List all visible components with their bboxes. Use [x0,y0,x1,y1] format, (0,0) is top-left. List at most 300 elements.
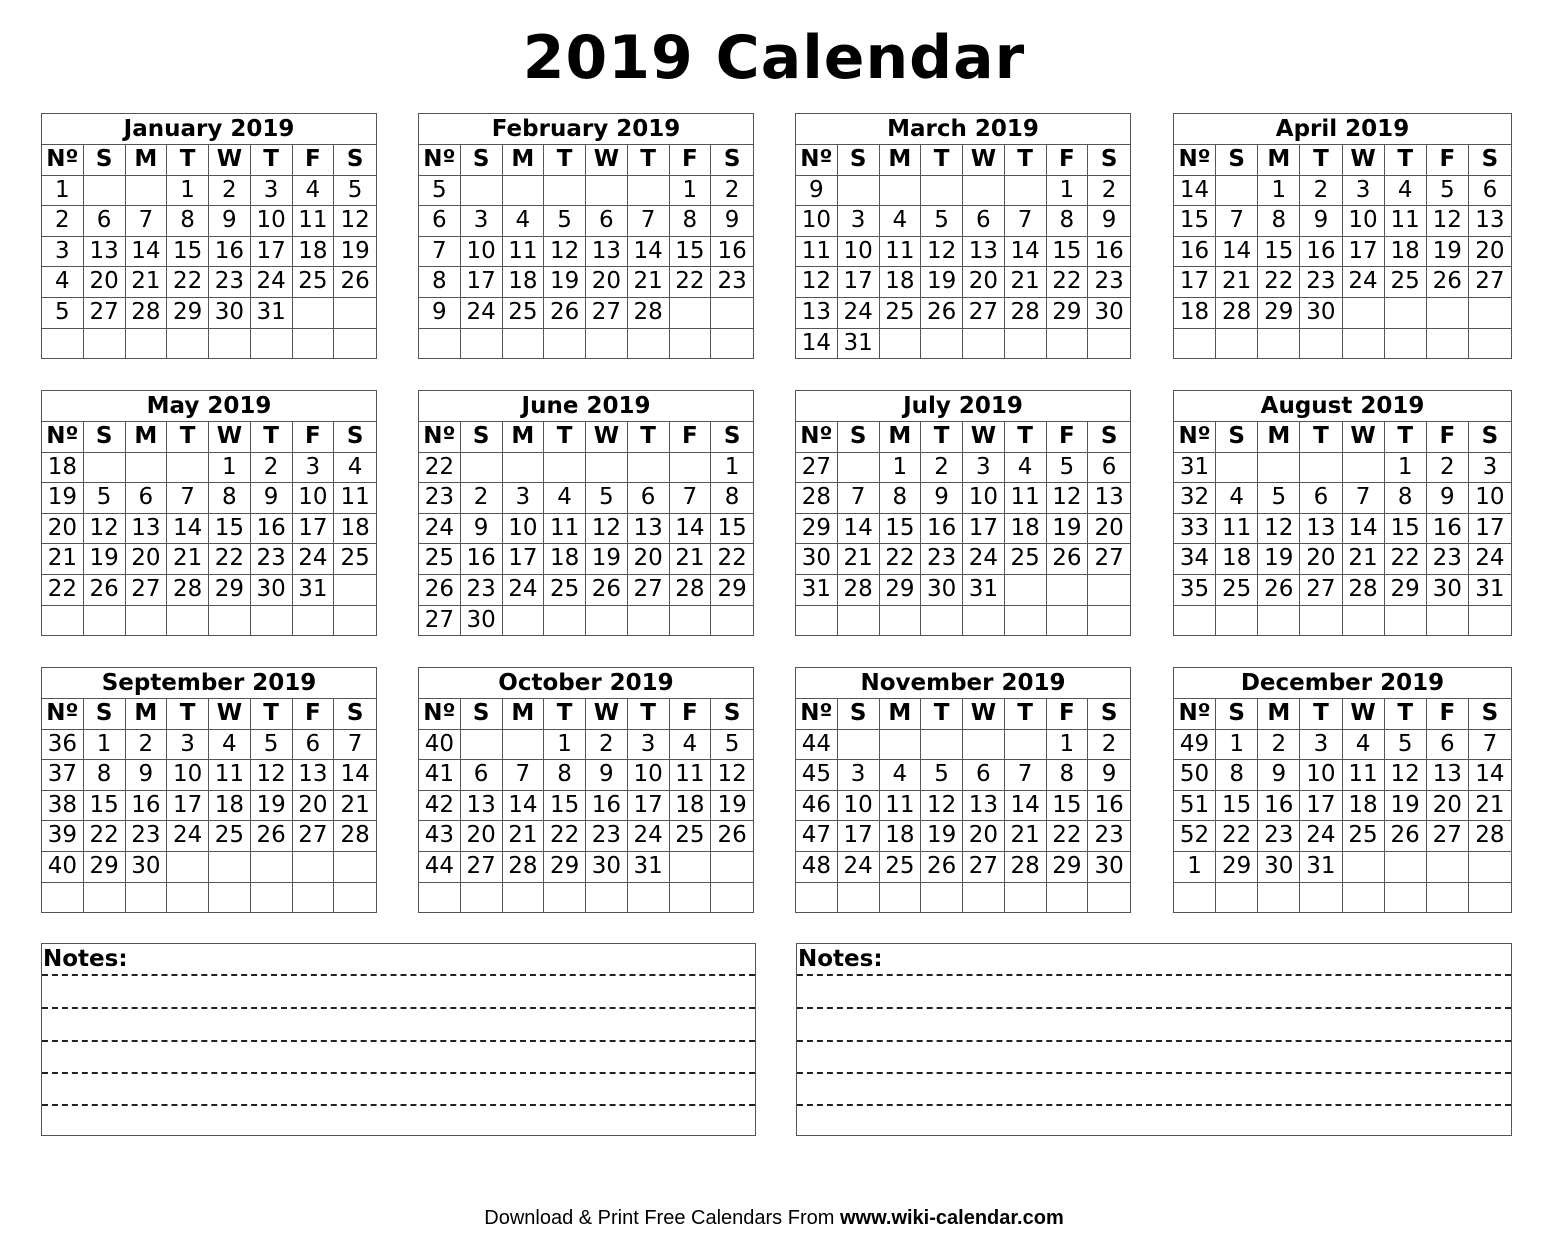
day-cell [1343,329,1385,360]
weekday-header: S [1216,422,1258,453]
day-cell: 3 [838,206,880,237]
weekday-header: S [1469,699,1511,730]
month-header: August 2019 [1174,391,1511,422]
day-cell: 4 [334,453,376,484]
day-cell: 28 [1005,298,1047,329]
day-cell [1469,298,1511,329]
day-cell: 19 [84,544,126,575]
weekday-header: M [126,699,168,730]
day-cell: 12 [1047,483,1089,514]
month-september [41,667,377,913]
notes-line [797,974,1511,976]
day-cell: 19 [711,791,753,822]
day-cell: 10 [838,791,880,822]
day-cell: 27 [84,298,126,329]
day-cell: 8 [1385,483,1427,514]
month-grid [796,422,1130,636]
day-cell: 7 [1005,760,1047,791]
day-cell: 26 [1047,544,1089,575]
day-cell [921,176,963,207]
day-cell [1469,852,1511,883]
day-cell: 25 [293,267,335,298]
day-cell: 11 [880,791,922,822]
week-number-cell: 18 [42,453,84,484]
weekday-header: F [293,699,335,730]
day-cell: 8 [1047,206,1089,237]
day-cell: 9 [461,514,503,545]
day-cell [1088,883,1130,914]
day-cell [84,453,126,484]
weekday-header: S [1216,699,1258,730]
week-number-cell: 47 [796,821,838,852]
weekday-header: S [1088,422,1130,453]
day-cell [126,606,168,637]
day-cell: 1 [880,453,922,484]
day-cell: 15 [670,237,712,268]
day-cell: 16 [461,544,503,575]
day-cell: 5 [711,730,753,761]
week-number-header: Nº [1174,145,1216,176]
day-cell: 1 [1047,176,1089,207]
day-cell: 7 [1005,206,1047,237]
week-number-cell: 10 [796,206,838,237]
day-cell: 6 [293,730,335,761]
day-cell: 5 [1385,730,1427,761]
day-cell: 27 [1300,575,1342,606]
day-cell: 26 [334,267,376,298]
month-grid [796,699,1130,913]
weekday-header: S [461,145,503,176]
day-cell: 27 [628,575,670,606]
day-cell: 11 [1216,514,1258,545]
day-cell [1005,606,1047,637]
weekday-header: T [167,145,209,176]
day-cell: 24 [1343,267,1385,298]
day-cell: 17 [251,237,293,268]
day-cell: 9 [251,483,293,514]
day-cell: 2 [921,453,963,484]
day-cell: 11 [1385,206,1427,237]
day-cell [711,298,753,329]
day-cell: 23 [1088,267,1130,298]
day-cell: 4 [209,730,251,761]
day-cell [921,730,963,761]
weekday-header: T [1300,699,1342,730]
day-cell: 28 [1343,575,1385,606]
day-cell: 7 [628,206,670,237]
day-cell: 7 [670,483,712,514]
day-cell: 25 [334,544,376,575]
week-number-cell: 22 [419,453,461,484]
month-december [1173,667,1512,913]
day-cell [628,606,670,637]
day-cell: 18 [293,237,335,268]
weekday-header: T [544,422,586,453]
day-cell [544,606,586,637]
day-cell: 18 [670,791,712,822]
day-cell [84,606,126,637]
day-cell: 3 [1343,176,1385,207]
day-cell: 3 [1300,730,1342,761]
day-cell: 12 [251,760,293,791]
day-cell: 27 [293,821,335,852]
day-cell: 22 [1047,821,1089,852]
weekday-header: T [251,699,293,730]
day-cell [1385,606,1427,637]
day-cell: 5 [921,760,963,791]
week-number-header: Nº [419,699,461,730]
day-cell: 18 [209,791,251,822]
weekday-header: T [921,422,963,453]
week-number-cell: 29 [796,514,838,545]
day-cell: 14 [1343,514,1385,545]
weekday-header: T [1385,422,1427,453]
day-cell [586,329,628,360]
day-cell: 26 [251,821,293,852]
day-cell: 13 [586,237,628,268]
day-cell: 10 [1469,483,1511,514]
day-cell: 15 [1258,237,1300,268]
month-header: April 2019 [1174,114,1511,145]
day-cell: 14 [1469,760,1511,791]
day-cell: 29 [880,575,922,606]
weekday-header: S [711,699,753,730]
day-cell: 3 [461,206,503,237]
weekday-header: F [670,145,712,176]
day-cell: 5 [1047,453,1089,484]
day-cell: 5 [1427,176,1469,207]
day-cell [1047,575,1089,606]
notes-line [42,1007,755,1009]
week-number-cell: 8 [419,267,461,298]
day-cell: 25 [544,575,586,606]
day-cell: 31 [1469,575,1511,606]
week-number-cell: 52 [1174,821,1216,852]
day-cell [1385,298,1427,329]
day-cell [1343,606,1385,637]
day-cell: 4 [880,206,922,237]
day-cell: 14 [334,760,376,791]
day-cell: 9 [126,760,168,791]
weekday-header: S [84,422,126,453]
weekday-header: S [334,422,376,453]
week-number-cell: 44 [796,730,838,761]
weekday-header: S [838,422,880,453]
day-cell: 13 [1088,483,1130,514]
weekday-header: M [1258,422,1300,453]
day-cell: 8 [209,483,251,514]
day-cell: 18 [880,821,922,852]
day-cell: 27 [1469,267,1511,298]
day-cell: 29 [1258,298,1300,329]
day-cell: 26 [1258,575,1300,606]
day-cell: 15 [84,791,126,822]
day-cell: 10 [293,483,335,514]
weekday-header: S [84,699,126,730]
day-cell: 21 [126,267,168,298]
day-cell: 15 [1047,237,1089,268]
week-number-cell: 17 [1174,267,1216,298]
notes-label: Notes: [43,946,128,972]
day-cell: 7 [167,483,209,514]
month-header: February 2019 [419,114,753,145]
day-cell: 24 [251,267,293,298]
weekday-header: M [126,145,168,176]
week-number-cell: 44 [419,852,461,883]
week-number-cell [42,606,84,637]
day-cell [586,176,628,207]
weekday-header: S [1216,145,1258,176]
day-cell: 16 [586,791,628,822]
day-cell: 30 [921,575,963,606]
day-cell: 16 [126,791,168,822]
day-cell: 1 [1047,730,1089,761]
day-cell: 21 [1343,544,1385,575]
day-cell [628,453,670,484]
day-cell [1469,329,1511,360]
day-cell [1005,329,1047,360]
day-cell: 4 [1005,453,1047,484]
day-cell: 25 [1343,821,1385,852]
day-cell: 26 [921,298,963,329]
day-cell: 31 [293,575,335,606]
day-cell: 10 [251,206,293,237]
day-cell [461,329,503,360]
day-cell: 3 [251,176,293,207]
day-cell [84,329,126,360]
day-cell [711,329,753,360]
day-cell [1216,453,1258,484]
month-grid [42,422,376,636]
day-cell: 19 [1427,237,1469,268]
day-cell: 8 [1047,760,1089,791]
day-cell: 28 [167,575,209,606]
day-cell [1047,329,1089,360]
day-cell: 21 [838,544,880,575]
month-header: May 2019 [42,391,376,422]
day-cell [251,883,293,914]
day-cell: 8 [880,483,922,514]
day-cell: 21 [670,544,712,575]
day-cell: 2 [126,730,168,761]
weekday-header: W [1343,422,1385,453]
day-cell: 25 [1005,544,1047,575]
notes-box-right [796,943,1512,1136]
week-number-cell: 48 [796,852,838,883]
weekday-header: T [921,699,963,730]
day-cell [711,606,753,637]
weekday-header: T [167,699,209,730]
day-cell: 29 [711,575,753,606]
day-cell: 14 [670,514,712,545]
week-number-cell: 14 [1174,176,1216,207]
day-cell: 24 [503,575,545,606]
day-cell [544,176,586,207]
day-cell [1469,883,1511,914]
day-cell [544,453,586,484]
weekday-header: S [84,145,126,176]
day-cell [167,606,209,637]
day-cell: 25 [1385,267,1427,298]
day-cell [963,329,1005,360]
month-grid [42,145,376,359]
day-cell: 23 [711,267,753,298]
day-cell: 13 [963,791,1005,822]
weekday-header: W [586,422,628,453]
day-cell [126,176,168,207]
day-cell [461,883,503,914]
day-cell: 22 [1216,821,1258,852]
weekday-header: M [1258,699,1300,730]
day-cell: 26 [711,821,753,852]
month-grid [1174,145,1511,359]
week-number-cell: 24 [419,514,461,545]
day-cell: 22 [1047,267,1089,298]
weekday-header: F [670,422,712,453]
week-number-cell: 25 [419,544,461,575]
day-cell: 16 [1088,791,1130,822]
week-number-cell: 6 [419,206,461,237]
day-cell: 26 [1427,267,1469,298]
day-cell: 20 [1088,514,1130,545]
day-cell [838,606,880,637]
day-cell: 22 [209,544,251,575]
day-cell [628,176,670,207]
month-header: September 2019 [42,668,376,699]
week-number-header: Nº [1174,422,1216,453]
day-cell: 29 [1047,298,1089,329]
day-cell: 6 [1469,176,1511,207]
day-cell: 21 [1469,791,1511,822]
weekday-header: W [1343,699,1385,730]
day-cell: 25 [209,821,251,852]
weekday-header: S [1088,699,1130,730]
day-cell: 1 [1258,176,1300,207]
day-cell: 28 [126,298,168,329]
day-cell: 1 [84,730,126,761]
day-cell: 25 [880,298,922,329]
day-cell: 21 [628,267,670,298]
weekday-header: W [209,145,251,176]
day-cell: 14 [838,514,880,545]
week-number-cell [419,329,461,360]
day-cell: 9 [586,760,628,791]
day-cell [670,883,712,914]
day-cell [1427,298,1469,329]
day-cell [1343,852,1385,883]
day-cell [1385,852,1427,883]
month-grid [419,145,753,359]
day-cell: 12 [84,514,126,545]
day-cell: 9 [1427,483,1469,514]
notes-label: Notes: [798,946,883,972]
day-cell: 26 [1385,821,1427,852]
day-cell: 10 [461,237,503,268]
day-cell: 14 [167,514,209,545]
day-cell [503,176,545,207]
day-cell: 20 [586,267,628,298]
day-cell: 5 [1258,483,1300,514]
day-cell: 29 [84,852,126,883]
week-number-cell: 18 [1174,298,1216,329]
day-cell: 19 [586,544,628,575]
week-number-cell: 12 [796,267,838,298]
month-header: January 2019 [42,114,376,145]
day-cell: 16 [1427,514,1469,545]
day-cell: 13 [461,791,503,822]
week-number-cell [1174,329,1216,360]
day-cell [1216,329,1258,360]
day-cell: 24 [293,544,335,575]
week-number-header: Nº [796,699,838,730]
day-cell: 25 [670,821,712,852]
day-cell [1047,883,1089,914]
week-number-cell: 21 [42,544,84,575]
day-cell [251,329,293,360]
day-cell [503,329,545,360]
day-cell [251,852,293,883]
day-cell: 13 [1300,514,1342,545]
day-cell [167,453,209,484]
day-cell: 19 [1385,791,1427,822]
weekday-header: M [1258,145,1300,176]
day-cell: 12 [1385,760,1427,791]
day-cell: 22 [880,544,922,575]
day-cell: 15 [1385,514,1427,545]
day-cell [1088,575,1130,606]
day-cell: 26 [84,575,126,606]
weekday-header: M [503,145,545,176]
day-cell: 8 [1216,760,1258,791]
weekday-header: M [503,422,545,453]
day-cell: 3 [293,453,335,484]
month-header: June 2019 [419,391,753,422]
day-cell: 17 [838,821,880,852]
day-cell: 14 [503,791,545,822]
day-cell [1300,883,1342,914]
day-cell: 26 [544,298,586,329]
day-cell [586,453,628,484]
day-cell: 11 [1005,483,1047,514]
day-cell [880,606,922,637]
day-cell [880,176,922,207]
day-cell: 6 [461,760,503,791]
day-cell: 8 [167,206,209,237]
week-number-cell: 1 [42,176,84,207]
day-cell [628,329,670,360]
day-cell: 14 [126,237,168,268]
day-cell [1088,329,1130,360]
week-number-cell: 28 [796,483,838,514]
footer-site-link[interactable]: www.wiki-calendar.com [839,1207,1064,1229]
day-cell: 17 [1300,791,1342,822]
day-cell: 7 [334,730,376,761]
day-cell: 8 [84,760,126,791]
weekday-header: S [334,145,376,176]
month-november [795,667,1131,913]
day-cell: 27 [126,575,168,606]
month-header: March 2019 [796,114,1130,145]
day-cell: 6 [628,483,670,514]
day-cell: 24 [628,821,670,852]
day-cell: 15 [167,237,209,268]
day-cell [880,329,922,360]
day-cell [1258,453,1300,484]
week-number-cell: 7 [419,237,461,268]
week-number-cell: 4 [42,267,84,298]
weekday-header: T [628,422,670,453]
day-cell: 31 [628,852,670,883]
